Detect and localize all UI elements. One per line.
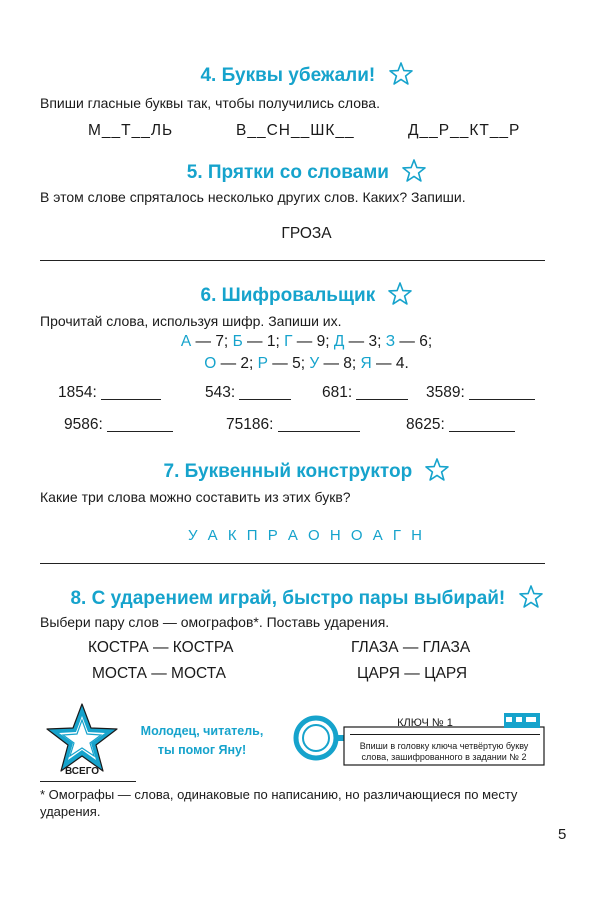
answer-blank[interactable] (107, 416, 173, 432)
cipher-value: — 5; (267, 355, 310, 372)
cipher-value: — 4. (371, 355, 409, 372)
cipher-letter: Р (257, 355, 268, 372)
code-item (226, 416, 360, 434)
code-label: 8625: (406, 416, 445, 433)
cipher-letter: Г (284, 333, 293, 350)
code-label: 9586: (64, 416, 103, 433)
code-item (406, 416, 515, 434)
footnote: * Омографы — слова, одинаковые по написанию, но различающиеся по месту ударения. (40, 787, 518, 819)
code-label: 3589: (426, 384, 465, 401)
cipher-letter: О (204, 355, 217, 372)
code-item (64, 416, 173, 434)
task4-word-1: М__Т__ЛЬ (88, 122, 174, 139)
code-item (426, 384, 535, 402)
star-icon (425, 458, 449, 481)
cipher-value: — 2; (216, 355, 258, 372)
task6-heading (0, 282, 613, 307)
answer-blank[interactable] (278, 416, 360, 432)
answer-line[interactable] (40, 563, 545, 564)
cipher-value: — 3; (344, 333, 386, 350)
key-instruction (348, 741, 540, 763)
omograph-pair: МОСТА — МОСТА (92, 665, 226, 682)
key-title: КЛЮЧ № 1 (397, 717, 453, 729)
answer-blank[interactable] (449, 416, 515, 432)
cipher-line-2 (0, 355, 613, 373)
cipher-value: — 6; (395, 333, 433, 350)
code-item (322, 384, 408, 402)
cipher-value: — 9; (292, 333, 334, 350)
code-label: 681: (322, 384, 353, 401)
task7-heading-text: 7. Буквенный конструктор (163, 461, 413, 482)
total-label: ВСЕГО (64, 766, 100, 777)
task4-heading-text: 4. Буквы убежали! (200, 65, 376, 86)
key-graphic (292, 707, 548, 769)
task7-letters: У А К П Р А О Н О А Г Н (187, 527, 426, 544)
omograph-pair: ЦАРЯ — ЦАРЯ (357, 665, 468, 682)
page-number: 5 (558, 826, 567, 843)
answer-blank[interactable] (239, 384, 291, 400)
key-text-line-2: слова, зашифрованного в задании № 2 (361, 752, 527, 762)
star-icon (389, 62, 413, 85)
task5-word: ГРОЗА (281, 225, 332, 242)
praise-text (126, 722, 278, 760)
footnote-divider (40, 781, 136, 782)
code-item (205, 384, 291, 402)
task5-heading-text: 5. Прятки со словами (186, 162, 389, 183)
answer-blank[interactable] (101, 384, 161, 400)
code-label: 75186: (226, 416, 274, 433)
key-divider (350, 734, 540, 735)
task8-heading-text: 8. С ударением играй, быстро пары выбирай! (70, 588, 506, 609)
task6-instruction: Прочитай слова, используя шифр. Запиши их. (40, 313, 342, 329)
praise-line-1: Молодец, читатель, (140, 724, 264, 738)
code-item (58, 384, 161, 402)
total-star-icon (42, 700, 122, 778)
answer-blank[interactable] (469, 384, 535, 400)
omograph-pair: ГЛАЗА — ГЛАЗА (351, 639, 471, 656)
star-icon (402, 159, 426, 182)
task4-word-2: В__СН__ШК__ (236, 122, 355, 139)
task8-instruction: Выбери пару слов — омографов*. Поставь ударения. (40, 614, 390, 630)
cipher-value: — 7; (191, 333, 233, 350)
answer-line[interactable] (40, 260, 545, 261)
cipher-letter: З (385, 333, 396, 350)
star-icon (519, 585, 543, 608)
task5-instruction: В этом слове спряталось несколько других слов. Каких? Запиши. (40, 189, 466, 205)
cipher-letter: Д (333, 333, 345, 350)
cipher-line-1 (0, 333, 613, 351)
task5-heading (0, 159, 613, 184)
total-star[interactable] (42, 700, 122, 778)
code-label: 1854: (58, 384, 97, 401)
praise-line-2: ты помог Яну! (157, 743, 247, 757)
cipher-value: — 8; (319, 355, 361, 372)
task8-heading (0, 585, 613, 610)
code-label: 543: (205, 384, 236, 401)
cipher-letter: Б (232, 333, 243, 350)
task6-heading-text: 6. Шифровальщик (200, 285, 376, 306)
cipher-letter: Я (360, 355, 372, 372)
task4-heading (0, 62, 613, 87)
cipher-letter: А (180, 333, 192, 350)
task4-word-3: Д__Р__КТ__Р (408, 122, 521, 139)
task7-instruction: Какие три слова можно составить из этих букв? (40, 489, 351, 505)
star-icon (388, 282, 412, 305)
cipher-letter: У (309, 355, 320, 372)
answer-blank[interactable] (356, 384, 408, 400)
key-text-line-1: Впиши в головку ключа четвёртую букву (359, 741, 529, 751)
task4-instruction: Впиши гласные буквы так, чтобы получились слова. (40, 95, 380, 111)
task7-heading (0, 458, 613, 483)
cipher-value: — 1; (242, 333, 285, 350)
omograph-pair: КОСТРА — КОСТРА (88, 639, 234, 656)
